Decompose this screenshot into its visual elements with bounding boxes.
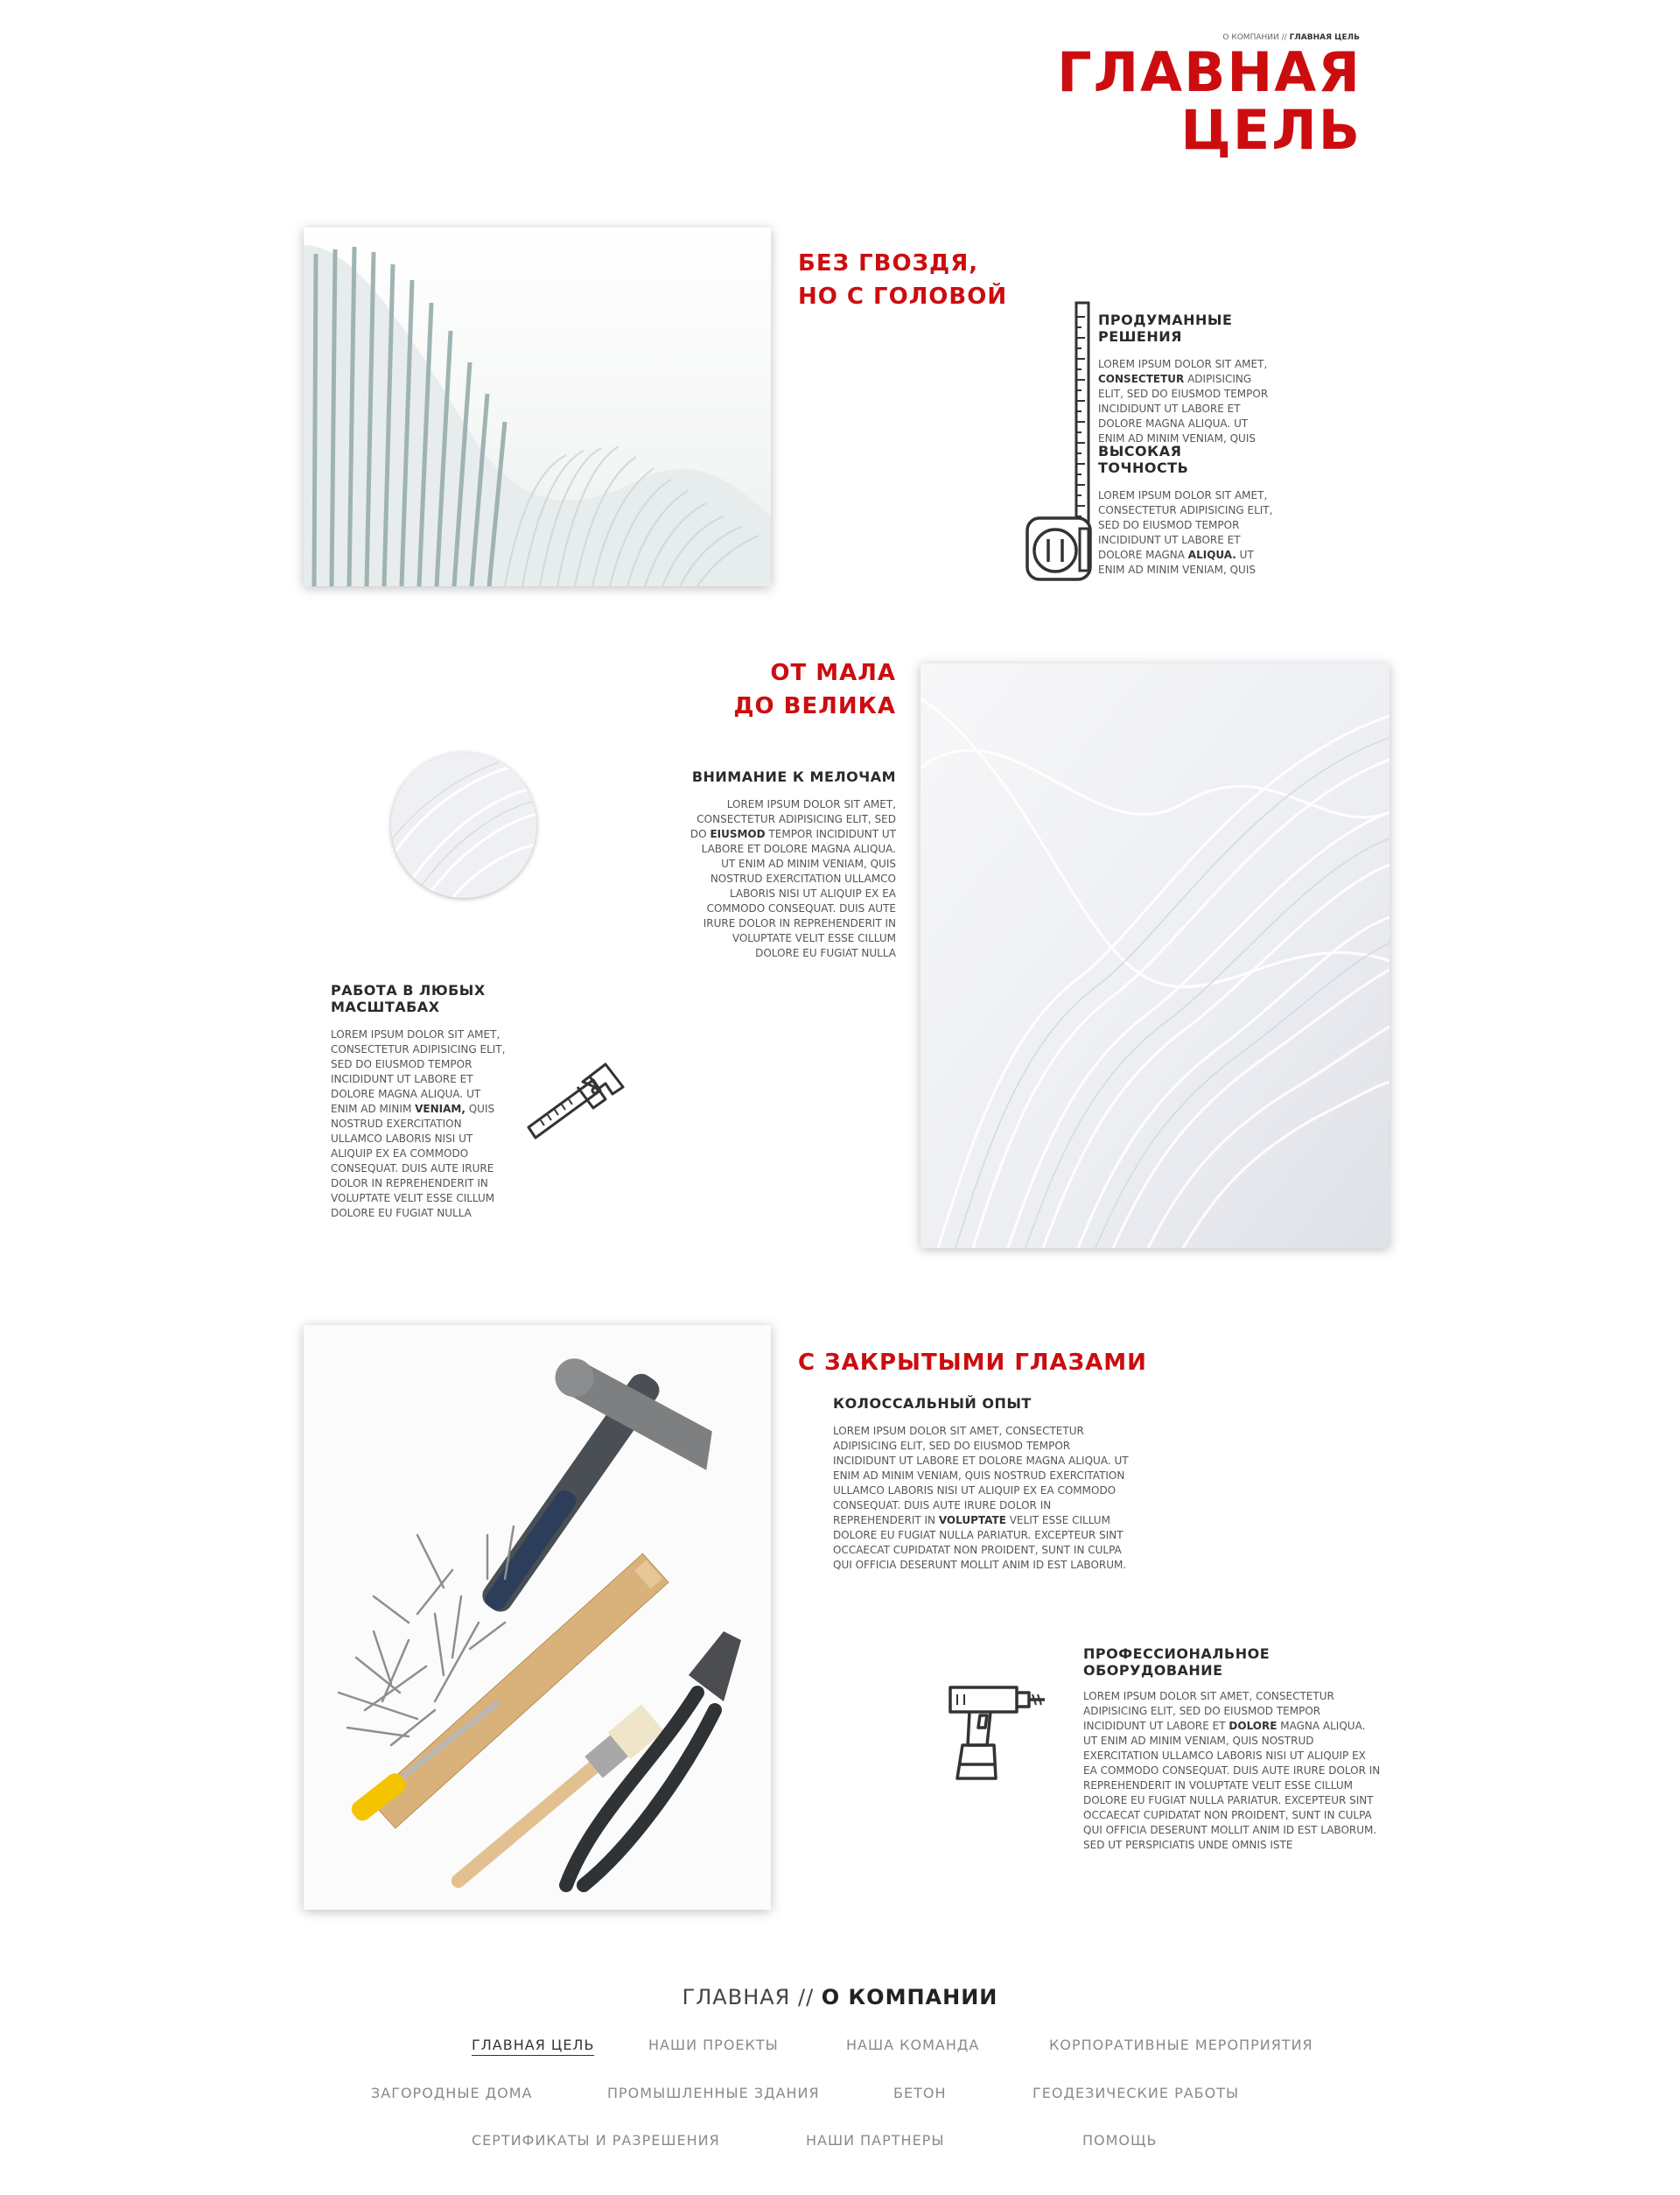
footer-link-certificates[interactable]: СЕРТИФИКАТЫ И РАЗРЕШЕНИЯ [472, 2132, 720, 2149]
feature-title: ВЫСОКАЯ ТОЧНОСТЬ [1098, 443, 1189, 476]
measuring-tape-icon [1024, 299, 1094, 584]
footer-link-country-houses[interactable]: ЗАГОРОДНЫЕ ДОМА [371, 2085, 533, 2101]
tools-image [304, 1325, 771, 1910]
section1-title [798, 247, 1007, 313]
abstract-wave-photo [920, 663, 1390, 1248]
feature-text: LOREM IPSUM DOLOR SIT AMET, CONSECTETUR ADIPISICING ELIT, SED DO EIUSMOD TEMPOR INCIDIDUNT UT LABORE ET DOLORE MAGNA ALIQUA. UT ENIM AD MINIM VENIAM, QUIS NOSTRUD EXERCITATION ULLAMCO LABORIS NISI UT ALIQUIP EX EA COMMODO CONSEQUAT. DUIS AUTE IRURE DOLOR IN REPREHENDERIT IN VOLUPTATE VELIT ESSE CILLUM DOLORE EU FUGIAT NULLA [690, 798, 896, 959]
section2-title [733, 656, 896, 723]
footer-heading-section: О КОМПАНИИ [821, 1985, 998, 2009]
feature-title: ВНИМАНИЕ К МЕЛОЧАМ [691, 768, 896, 785]
feature-text: LOREM IPSUM DOLOR SIT AMET, CONSECTETUR ADIPISICING ELIT, SED DO EIUSMOD TEMPOR INCIDIDUNT UT LABORE ET DOLORE MAGNA ALIQUA. UT ENIM AD MINIM VENIAM, QUIS NOSTRUD EXERCITATION ULLAMCO LABORIS NISI UT ALIQUIP EX EA COMMODO CONSEQUAT. DUIS AUTE IRURE DOLOR IN REPREHENDERIT IN VOLUPTATE VELIT ESSE CILLUM DOLORE EU FUGIAT NULLA [331, 1028, 506, 1219]
caliper-icon [525, 1057, 630, 1145]
feature-attention-to-detail [686, 768, 896, 961]
footer-link-concrete[interactable]: БЕТОН [893, 2085, 947, 2101]
footer-heading-home[interactable]: ГЛАВНАЯ [682, 1985, 791, 2009]
architecture-photo-1 [304, 228, 771, 586]
footer-heading [0, 1985, 1680, 2009]
breadcrumb-current: ГЛАВНАЯ ЦЕЛЬ [1289, 33, 1360, 42]
footer-link-corporate-events[interactable]: КОРПОРАТИВНЫЕ МЕРОПРИЯТИЯ [1049, 2037, 1313, 2053]
small-circle-image [391, 753, 536, 898]
page-title [1057, 40, 1362, 162]
footer-link-help[interactable]: ПОМОЩЬ [1082, 2132, 1158, 2149]
section1-title-line2: НО С ГОЛОВОЙ [798, 284, 1008, 310]
feature-title: ПРОДУМАННЫЕ РЕШЕНИЯ [1098, 312, 1233, 345]
feature-text: LOREM IPSUM DOLOR SIT AMET, CONSECTETUR ADIPISICING ELIT, SED DO EIUSMOD TEMPOR INCIDIDUNT UT LABORE ET DOLORE MAGNA ALIQUA. UT ENIM AD MINIM VENIAM, QUIS NOSTRUD EXERCITATION ULLAMCO LABORIS NISI UT ALIQUIP EX EA COMMODO CONSEQUAT. DUIS AUTE IRURE DOLOR IN REPREHENDERIT IN VOLUPTATE VELIT ESSE CILLUM DOLORE EU FUGIAT NULLA PARIATUR. EXCEPTEUR SINT OCCAECAT CUPIDATAT NON PROIDENT, SUNT IN CULPA QUI OFFICIA DESERUNT MOLLIT ANIM ID EST LABORUM. [833, 1425, 1129, 1571]
feature-text: LOREM IPSUM DOLOR SIT AMET, CONSECTETUR ADIPISICING ELIT, SED DO EIUSMOD TEMPOR INCIDIDUNT UT LABORE ET DOLORE MAGNA ALIQUA. UT ENIM AD MINIM VENIAM, QUIS [1098, 358, 1269, 445]
breadcrumb-separator: // [1281, 33, 1287, 42]
footer-link-our-team[interactable]: НАША КОМАНДА [846, 2037, 980, 2053]
section1-title-line1: БЕЗ ГВОЗДЯ, [798, 250, 979, 277]
breadcrumb-parent-link[interactable]: О КОМПАНИИ [1222, 33, 1279, 42]
wave-image [920, 663, 1390, 1248]
feature-text: LOREM IPSUM DOLOR SIT AMET, CONSECTETUR ADIPISICING ELIT, SED DO EIUSMOD TEMPOR INCIDIDUNT UT LABORE ET DOLORE MAGNA ALIQUA. UT ENIM AD MINIM VENIAM, QUIS NOSTRUD EXERCITATION ULLAMCO LABORIS NISI UT ALIQUIP EX EA COMMODO CONSEQUAT. DUIS AUTE IRURE DOLOR IN REPREHENDERIT IN VOLUPTATE VELIT ESSE CILLUM DOLORE EU FUGIAT NULLA PARIATUR. EXCEPTEUR SINT OCCAECAT CUPIDATAT NON PROIDENT, SUNT IN CULPA QUI OFFICIA DESERUNT MOLLIT ANIM ID EST LABORUM. SED UT PERSPICIATIS UNDE OMNIS ISTE [1083, 1690, 1381, 1851]
feature-high-precision [1098, 443, 1273, 578]
feature-professional-equipment [1083, 1645, 1390, 1853]
feature-text: LOREM IPSUM DOLOR SIT AMET, CONSECTETUR ADIPISICING ELIT, SED DO EIUSMOD TEMPOR INCIDIDUNT UT LABORE ET DOLORE MAGNA ALIQUA. UT ENIM AD MINIM VENIAM, QUIS [1098, 489, 1273, 576]
feature-thoughtful-solutions [1098, 312, 1273, 446]
section3-title: С ЗАКРЫТЫМИ ГЛАЗАМИ [798, 1350, 1147, 1376]
footer-link-main-goal[interactable]: ГЛАВНАЯ ЦЕЛЬ [472, 2037, 594, 2056]
footer-link-our-partners[interactable]: НАШИ ПАРТНЕРЫ [806, 2132, 945, 2149]
page-title-line2: ЦЕЛЬ [1180, 98, 1362, 162]
footer-link-our-projects[interactable]: НАШИ ПРОЕКТЫ [648, 2037, 779, 2053]
feature-title: РАБОТА В ЛЮБЫХ МАСШТАБАХ [331, 982, 486, 1015]
feature-title: ПРОФЕССИОНАЛЬНОЕ ОБОРУДОВАНИЕ [1083, 1645, 1270, 1679]
footer-heading-separator: // [797, 1985, 815, 2009]
feature-title: КОЛОССАЛЬНЫЙ ОПЫТ [833, 1395, 1032, 1412]
feature-huge-experience [833, 1395, 1130, 1573]
tools-photo [304, 1325, 771, 1910]
footer-link-geodetic-works[interactable]: ГЕОДЕЗИЧЕСКИЕ РАБОТЫ [1032, 2085, 1240, 2101]
section2-title-line1: ОТ МАЛА [770, 660, 896, 686]
facade-image [304, 228, 771, 586]
footer-link-industrial-buildings[interactable]: ПРОМЫШЛЕННЫЕ ЗДАНИЯ [607, 2085, 820, 2101]
drill-icon [945, 1680, 1054, 1785]
section2-title-line2: ДО ВЕЛИКА [733, 693, 896, 719]
page-title-line1: ГЛАВНАЯ [1057, 40, 1362, 104]
